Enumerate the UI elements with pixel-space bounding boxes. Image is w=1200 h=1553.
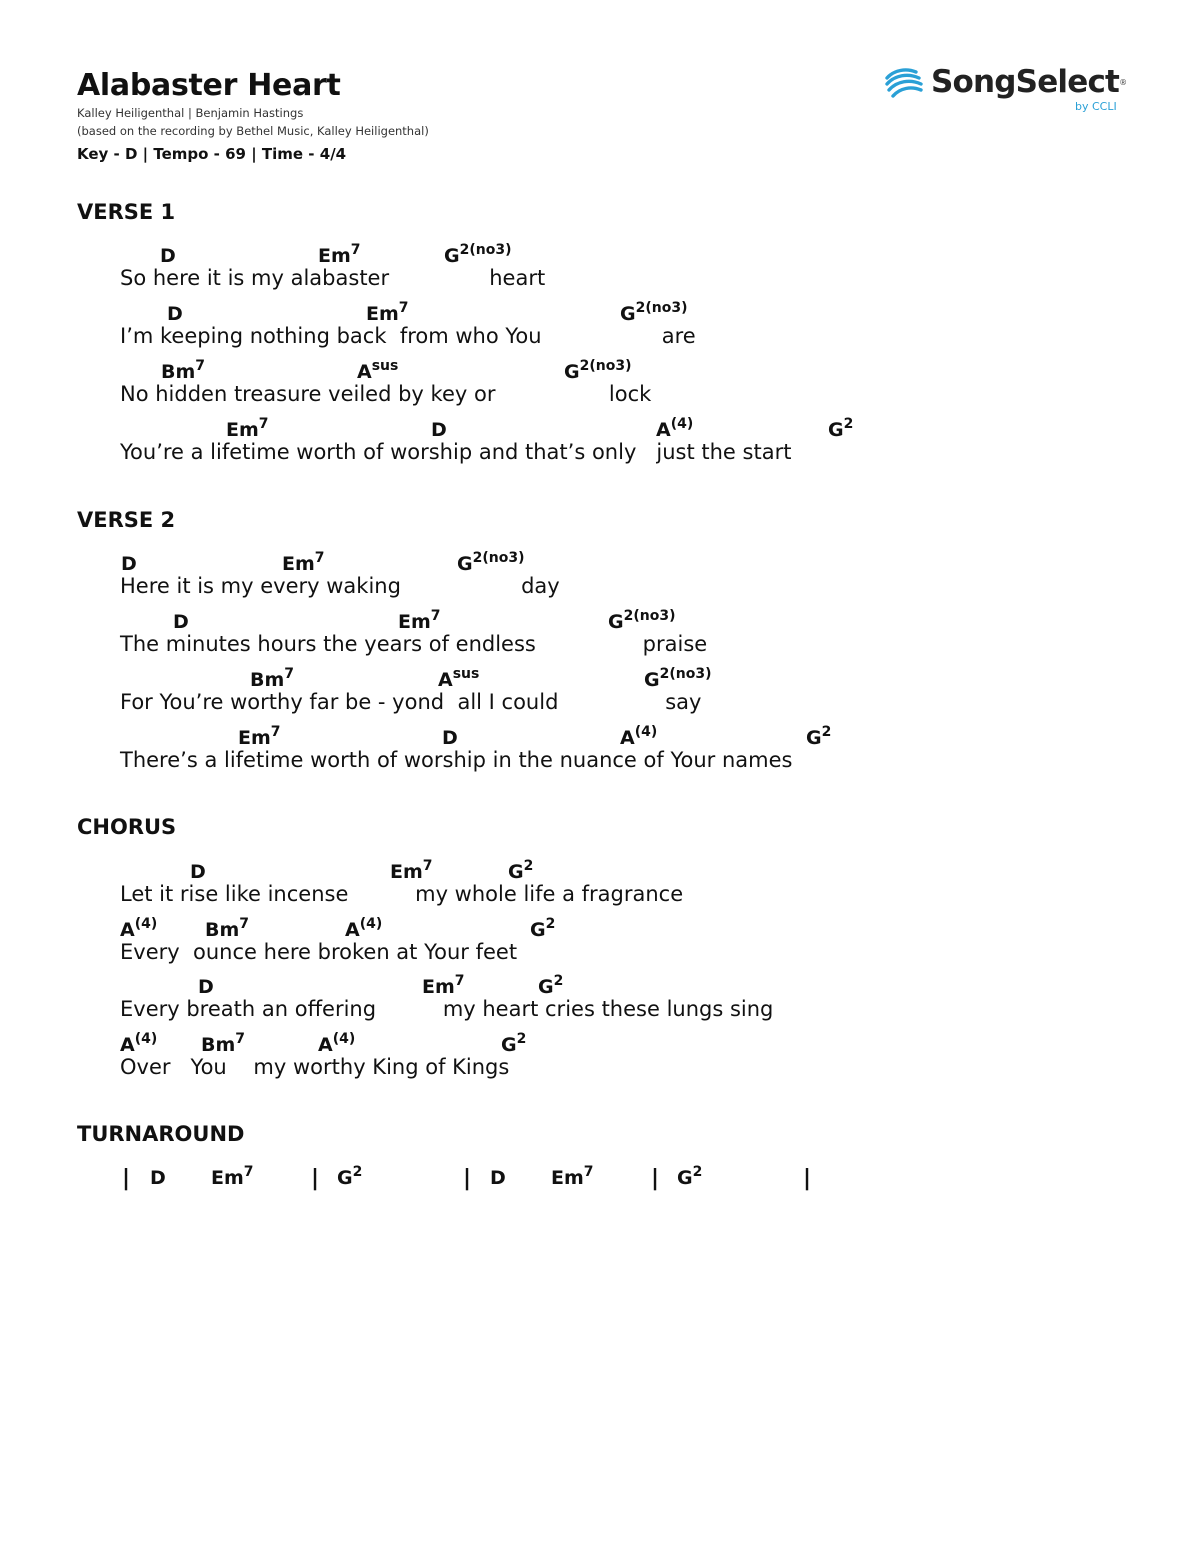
chord: D: [442, 727, 458, 749]
lyric-line: I’m keeping nothing back from who You are: [120, 324, 696, 348]
chord: $A^{(4)}$: [345, 916, 383, 941]
lyric-line: There’s a lifetime worth of worship in the nuance of Your names: [120, 748, 793, 772]
by-ccli: by CCLI: [1075, 100, 1117, 113]
chord: Em$^7$: [366, 300, 409, 325]
chord: $A^{(4)}$: [120, 916, 158, 941]
chord: $G^{2(no3)}$: [620, 300, 688, 325]
chord: D: [431, 419, 447, 441]
songselect-wordmark: SongSelect: [931, 64, 1120, 100]
chord: $G^2$: [530, 916, 556, 941]
lyric-line: Over You my worthy King of Kings: [120, 1055, 510, 1079]
song-authors: Kalley Heiligenthal | Benjamin Hastings: [77, 106, 304, 120]
chord: $G^2$: [828, 416, 854, 441]
chord: $G^2$: [677, 1164, 703, 1189]
chord: $G^{2(no3)}$: [644, 666, 712, 691]
chord: D: [190, 861, 206, 883]
chord: $G^{2(no3)}$: [564, 358, 632, 383]
section-turnaround: TURNAROUND: [77, 1122, 245, 1146]
recording-note: (based on the recording by Bethel Music, Kalley Heiligenthal): [77, 124, 429, 138]
chord: Em$^7$: [282, 550, 325, 575]
chord: $G^{2(no3)}$: [444, 242, 512, 267]
chord: Em$^7$: [398, 608, 441, 633]
chord: D: [490, 1167, 506, 1189]
chord: $G^2$: [806, 724, 832, 749]
lyric-line: Let it rise like incense my whole life a fragrance: [120, 882, 684, 906]
chord: Em$^7$: [211, 1164, 254, 1189]
chord: Bm$^7$: [201, 1031, 246, 1056]
chord: Em$^7$: [422, 973, 465, 998]
lyric-line: Here it is my every waking day: [120, 574, 560, 598]
section-verse-1: VERSE 1: [77, 200, 176, 224]
bar-line: |: [803, 1166, 812, 1191]
lyric-line: You’re a lifetime worth of worship and that’s only just the start: [120, 440, 792, 464]
chord: Em$^7$: [390, 858, 433, 883]
chord: D: [160, 245, 176, 267]
chord: $A^{(4)}$: [620, 724, 658, 749]
chord: $A^{sus}$: [357, 358, 399, 383]
lyric-line: For You’re worthy far be - yond all I could say: [120, 690, 702, 714]
chord: $G^2$: [508, 858, 534, 883]
key-tempo-time: Key - D | Tempo - 69 | Time - 4/4: [77, 145, 347, 163]
chord: $G^2$: [501, 1031, 527, 1056]
chord: $A^{(4)}$: [318, 1031, 356, 1056]
chord: D: [167, 303, 183, 325]
lyric-line: The minutes hours the years of endless praise: [120, 632, 708, 656]
chord: $A^{(4)}$: [656, 416, 694, 441]
chord: Em$^7$: [318, 242, 361, 267]
chord: Bm$^7$: [250, 666, 295, 691]
lyric-line: Every ounce here broken at Your feet: [120, 940, 518, 964]
section-chorus: CHORUS: [77, 815, 177, 839]
chord: $G^2$: [337, 1164, 363, 1189]
bar-line: |: [651, 1166, 660, 1191]
chord: $G^{2(no3)}$: [608, 608, 676, 633]
chord: Bm$^7$: [205, 916, 250, 941]
song-title: Alabaster Heart: [77, 68, 341, 103]
chord: Bm$^7$: [161, 358, 206, 383]
lyric-line: Every breath an offering my heart cries these lungs sing: [120, 997, 774, 1021]
registered-mark: ®: [1119, 77, 1128, 87]
bar-line: |: [463, 1166, 472, 1191]
songselect-waves-icon: [884, 62, 924, 102]
bar-line: |: [122, 1166, 131, 1191]
bar-line: |: [311, 1166, 320, 1191]
chord: $G^2$: [538, 973, 564, 998]
chord: Em$^7$: [238, 724, 281, 749]
chord: Em$^7$: [226, 416, 269, 441]
chord: D: [198, 976, 214, 998]
chord: Em$^7$: [551, 1164, 594, 1189]
chord: D: [121, 553, 137, 575]
songselect-logo: [884, 62, 1128, 113]
chord: D: [173, 611, 189, 633]
chord: $A^{(4)}$: [120, 1031, 158, 1056]
lyric-line: No hidden treasure veiled by key or lock: [120, 382, 652, 406]
chord: $G^{2(no3)}$: [457, 550, 525, 575]
chord: D: [150, 1167, 166, 1189]
section-verse-2: VERSE 2: [77, 508, 176, 532]
lyric-line: So here it is my alabaster heart: [120, 266, 546, 290]
chord: $A^{sus}$: [438, 666, 480, 691]
